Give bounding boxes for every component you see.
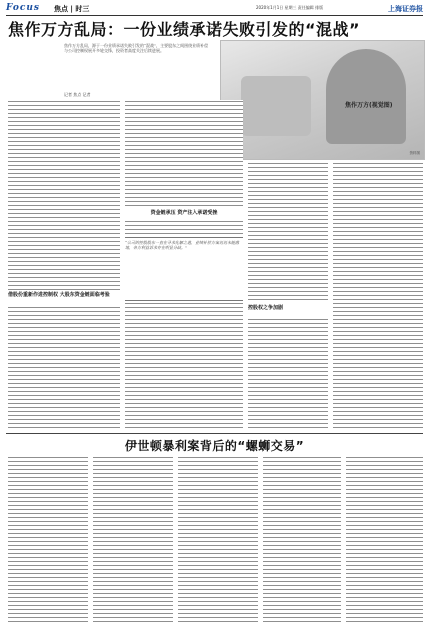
article-column-3 bbox=[248, 162, 328, 302]
section-logo: Focus bbox=[6, 3, 40, 13]
subhead-left: 借股份重新作进控制权 大股东资金链面临考验 bbox=[8, 292, 110, 298]
photo-caption: 焦作万方(视觉图) bbox=[345, 102, 393, 109]
article-intro: 焦作万方乱局，源于一份业绩承诺失败引发的“混战”，主要股东之间围绕业绩补偿与公司控制权展开多轮交锋，投资者高度关注后续进展。 bbox=[64, 43, 209, 53]
article-byline: 记者 焦点 记者 bbox=[64, 92, 91, 97]
article-column-2b bbox=[125, 220, 243, 235]
photo-building bbox=[241, 76, 311, 136]
newspaper-name: 上海证券报 bbox=[388, 4, 423, 13]
photo-figure bbox=[326, 49, 406, 144]
article-column-1 bbox=[8, 100, 120, 290]
section-label: 焦点 | 时三 bbox=[54, 5, 90, 13]
article2-column-5 bbox=[346, 456, 423, 622]
article-column-1b bbox=[8, 306, 120, 430]
article2-column-4 bbox=[263, 456, 341, 622]
article-column-2 bbox=[125, 100, 243, 208]
article-photo bbox=[220, 40, 425, 160]
subhead-mid: 资金链承压 资产注入承诺受挫 bbox=[150, 210, 218, 216]
subhead-right: 控股权之争加剧 bbox=[248, 305, 284, 311]
article-column-4 bbox=[333, 162, 423, 430]
article2-column-3 bbox=[178, 456, 258, 622]
page-header bbox=[6, 3, 423, 16]
article-headline: 焦作万方乱局：一份业绩承诺失败引发的“混战” bbox=[8, 20, 361, 39]
article-column-2c bbox=[125, 302, 243, 430]
second-article-headline: 伊世顿暴利案背后的“螺蛳交易” bbox=[124, 439, 305, 453]
photo-credit: 资料图 bbox=[409, 151, 420, 155]
pull-quote: “公司的控股股东一直在寻求化解之道，业绩补偿方案迟迟未能落地，各方利益诉求存在明显分歧。” bbox=[125, 237, 243, 301]
article2-column-2 bbox=[93, 456, 173, 622]
issue-info: 2020年1月1日 星期三 责任编辑 排版 bbox=[256, 5, 324, 10]
article2-column-1 bbox=[8, 456, 88, 622]
article-column-3b bbox=[248, 318, 328, 430]
section-divider bbox=[6, 433, 423, 434]
